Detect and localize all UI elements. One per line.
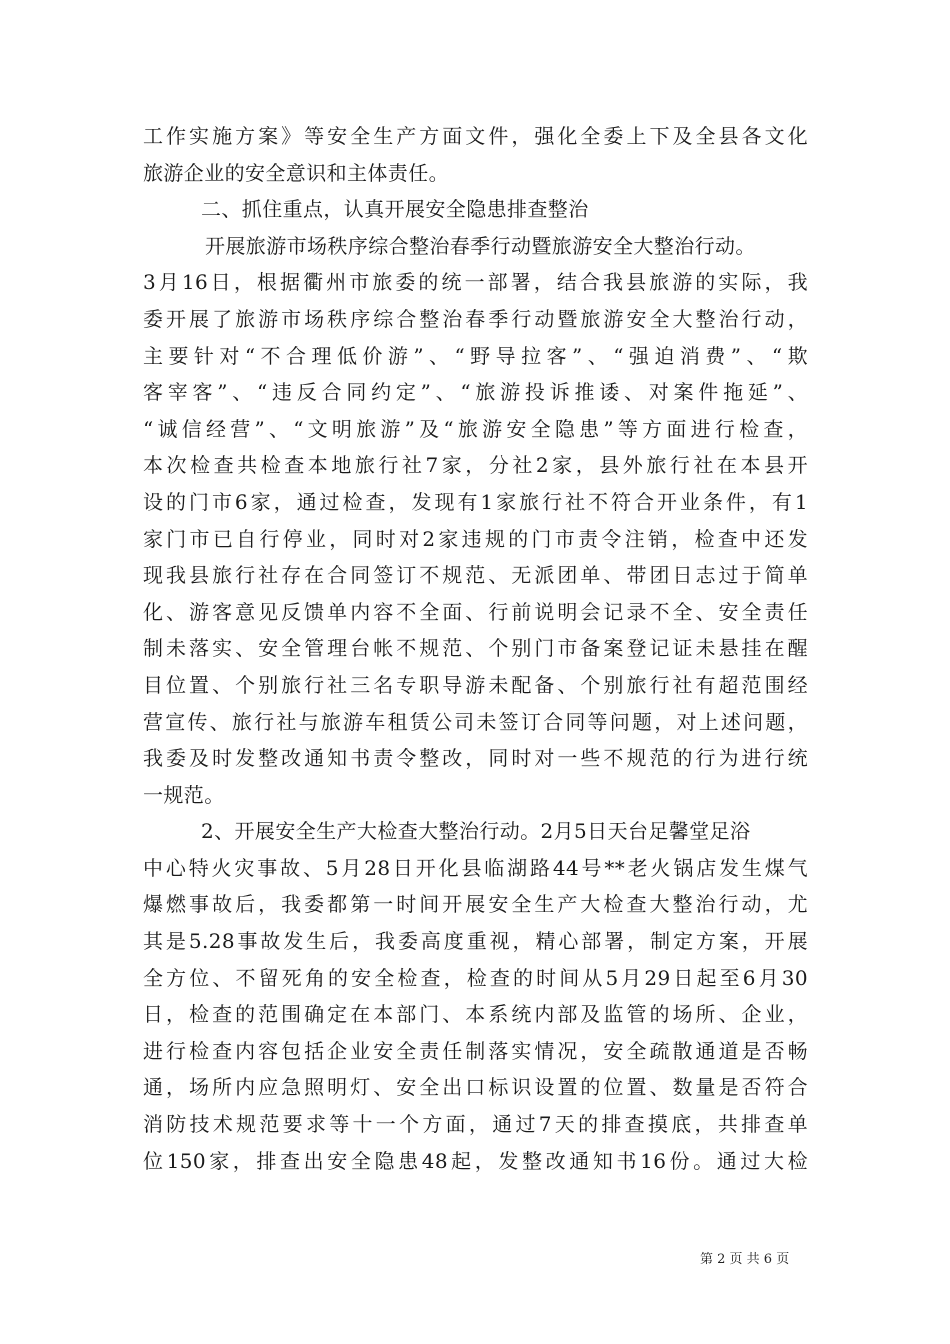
text-line: 家门市已自行停业，同时对2家违规的门市责令注销，检查中还发 [143, 526, 808, 551]
text-line: 主要针对“不合理低价游”、“野导拉客”、“强迫消费”、“欺 [143, 343, 808, 368]
document-body [143, 118, 808, 1179]
text-line: 化、游客意见反馈单内容不全面、行前说明会记录不全、安全责任 [143, 599, 808, 624]
page-number-footer: 第 2 页 共 6 页 [700, 1252, 790, 1267]
text-line: 通，场所内应急照明灯、安全出口标识设置的位置、数量是否符合 [143, 1075, 808, 1100]
text-line: 全方位、不留死角的安全检查，检查的时间从5月29日起至6月30 [143, 965, 808, 990]
text-line: 工作实施方案》等安全生产方面文件，强化全委上下及全县各文化 [143, 124, 808, 148]
text-line: 现我县旅行社存在合同签订不规范、无派团单、带团日志过于简单 [143, 563, 808, 588]
text-line: 旅游企业的安全意识和主体责任。 [143, 160, 449, 185]
text-line: 2、开展安全生产大检查大整治行动。2月5日天台足馨堂足浴 [201, 819, 751, 844]
text-line: 我委及时发整改通知书责令整改，同时对一些不规范的行为进行统 [143, 746, 808, 771]
text-line: 本次检查共检查本地旅行社7家，分社2家，县外旅行社在本县开 [143, 453, 808, 478]
section-heading: 二、抓住重点，认真开展安全隐患排查整治 [201, 197, 589, 222]
text-line: 中心特火灾事故、5月28日开化县临湖路44号**老火锅店发生煤气 [143, 855, 808, 880]
text-line: 客宰客”、“违反合同约定”、“旅游投诉推诿、对案件拖延”、 [143, 380, 808, 405]
text-line: 日，检查的范围确定在本部门、本系统内部及监管的场所、企业， [143, 1002, 808, 1027]
text-line: 营宣传、旅行社与旅游车租赁公司未签订合同等问题，对上述问题， [143, 709, 808, 734]
text-line: 其是5.28事故发生后，我委高度重视，精心部署，制定方案，开展 [143, 929, 808, 954]
text-line: 位150家，排查出安全隐患48起，发整改通知书16份。通过大检 [143, 1148, 808, 1173]
text-line: 一规范。 [143, 782, 225, 807]
text-line: 设的门市6家，通过检查，发现有1家旅行社不符合开业条件，有1 [143, 489, 808, 514]
text-line: 制未落实、安全管理台帐不规范、个别门市备案登记证未悬挂在醒 [143, 636, 808, 661]
text-line: 进行检查内容包括企业安全责任制落实情况，安全疏散通道是否畅 [143, 1038, 808, 1063]
text-line: 消防技术规范要求等十一个方面，通过7天的排查摸底，共排查单 [143, 1112, 808, 1137]
text-line: 3月16日，根据衢州市旅委的统一部署，结合我县旅游的实际，我 [143, 270, 808, 295]
text-line: 目位置、个别旅行社三名专职导游未配备、个别旅行社有超范围经 [143, 672, 808, 697]
text-line: “诚信经营”、“文明旅游”及“旅游安全隐患”等方面进行检查， [143, 416, 808, 441]
text-line: 爆燃事故后，我委都第一时间开展安全生产大检查大整治行动，尤 [143, 892, 808, 917]
text-line: 委开展了旅游市场秩序综合整治春季行动暨旅游安全大整治行动， [143, 306, 808, 331]
text-line: 开展旅游市场秩序综合整治春季行动暨旅游安全大整治行动。 [205, 233, 756, 258]
